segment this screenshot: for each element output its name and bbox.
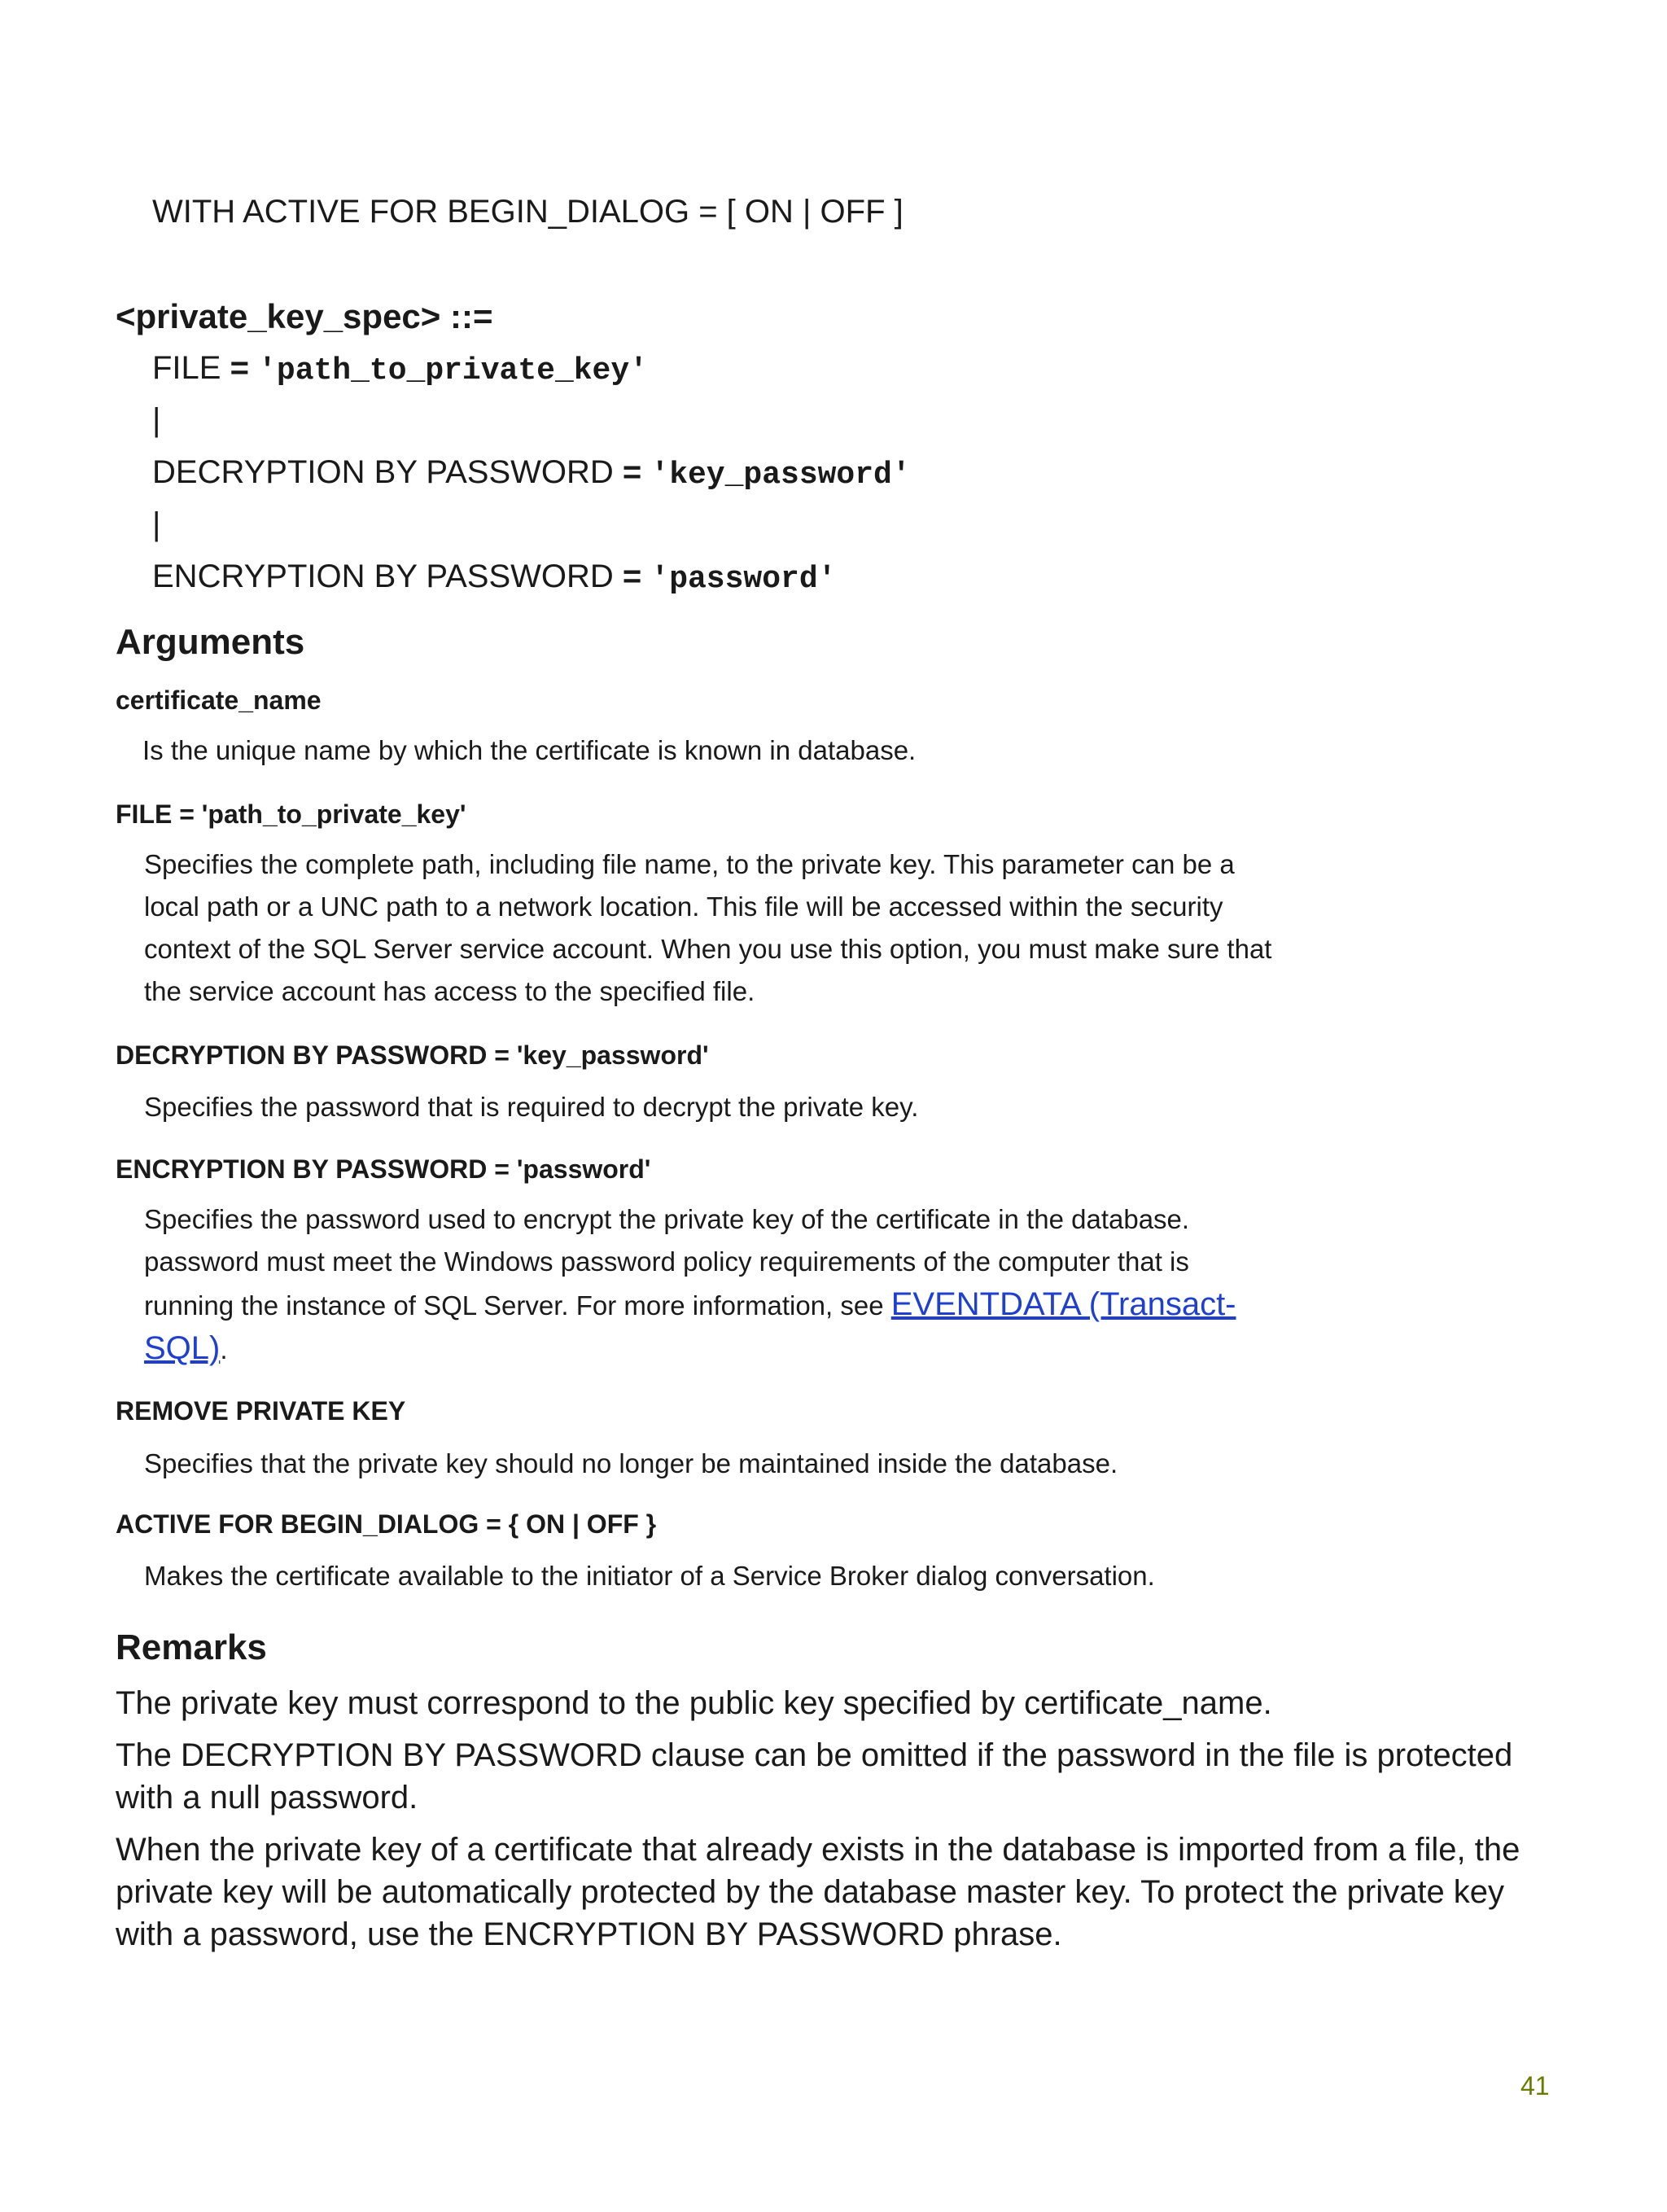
eventdata-link[interactable]: EVENTDATA (Transact-SQL) <box>144 1286 1236 1366</box>
argument-description: Makes the certificate available to the initiator of a Service Broker dialog conversation. <box>144 1561 1155 1591</box>
remarks-paragraph: The private key must correspond to the public key specified by certificate_name. <box>116 1685 1272 1721</box>
argument-description <box>144 1198 1284 1371</box>
remarks-paragraph: The DECRYPTION BY PASSWORD clause can be omitted if the password in the file is protected with a null password. <box>116 1737 1513 1816</box>
syntax-encryption-line <box>152 557 836 599</box>
remarks-paragraph: When the private key of a certificate that already exists in the database is imported from a file, the private key will be automatically protected by the database master key. To protect the private key with a password, use the ENCRYPTION BY PASSWORD phrase. <box>116 1832 1520 1952</box>
syntax-pipe: | <box>152 402 161 438</box>
syntax-encryption-value: 'password' <box>650 562 837 597</box>
argument-term: REMOVE PRIVATE KEY <box>116 1396 406 1426</box>
syntax-file-label: FILE <box>152 350 221 386</box>
argument-description-prefix: Specifies the password used to encrypt the private key of the certificate in the database. password must meet the Windows password policy requirements of the computer that is running the instance of SQL Server. For more information, see <box>144 1204 1190 1321</box>
syntax-decryption-line <box>152 453 911 495</box>
syntax-file-line <box>152 348 648 391</box>
argument-description: Is the unique name by which the certificate is known in database. <box>142 735 917 765</box>
argument-term: certificate_name <box>116 686 322 715</box>
syntax-file-value: 'path_to_private_key' <box>258 353 648 388</box>
argument-term: ENCRYPTION BY PASSWORD = 'password' <box>116 1154 651 1184</box>
page-number: 41 <box>1520 2071 1550 2100</box>
private-key-spec-header: <private_key_spec> ::= <box>116 297 493 335</box>
syntax-equals: = <box>230 350 249 386</box>
syntax-encryption-label: ENCRYPTION BY PASSWORD <box>152 558 614 594</box>
argument-term: FILE = 'path_to_private_key' <box>116 799 466 829</box>
argument-description-suffix: . <box>220 1334 228 1364</box>
argument-description: Specifies that the private key should no longer be maintained inside the database. <box>144 1448 1118 1478</box>
syntax-decryption-value: 'key_password' <box>650 458 911 493</box>
syntax-equals: = <box>622 558 642 594</box>
remarks-heading: Remarks <box>116 1627 267 1667</box>
syntax-equals: = <box>622 454 642 490</box>
arguments-heading: Arguments <box>116 622 305 662</box>
argument-description: Specifies the complete path, including file name, to the private key. This parameter can be a local path or a UNC path to a network location. This file will be accessed within the security context of the SQL Server service account. When you use this option, you must make sure that the service account has access to the specified file. <box>144 849 1272 1006</box>
argument-term: DECRYPTION BY PASSWORD = 'key_password' <box>116 1040 709 1070</box>
syntax-with-active: WITH ACTIVE FOR BEGIN_DIALOG = [ ON | OFF ] <box>152 194 904 230</box>
argument-description: Specifies the password that is required to decrypt the private key. <box>144 1092 919 1122</box>
syntax-decryption-label: DECRYPTION BY PASSWORD <box>152 454 614 490</box>
argument-term: ACTIVE FOR BEGIN_DIALOG = { ON | OFF } <box>116 1509 657 1539</box>
syntax-pipe: | <box>152 506 161 542</box>
